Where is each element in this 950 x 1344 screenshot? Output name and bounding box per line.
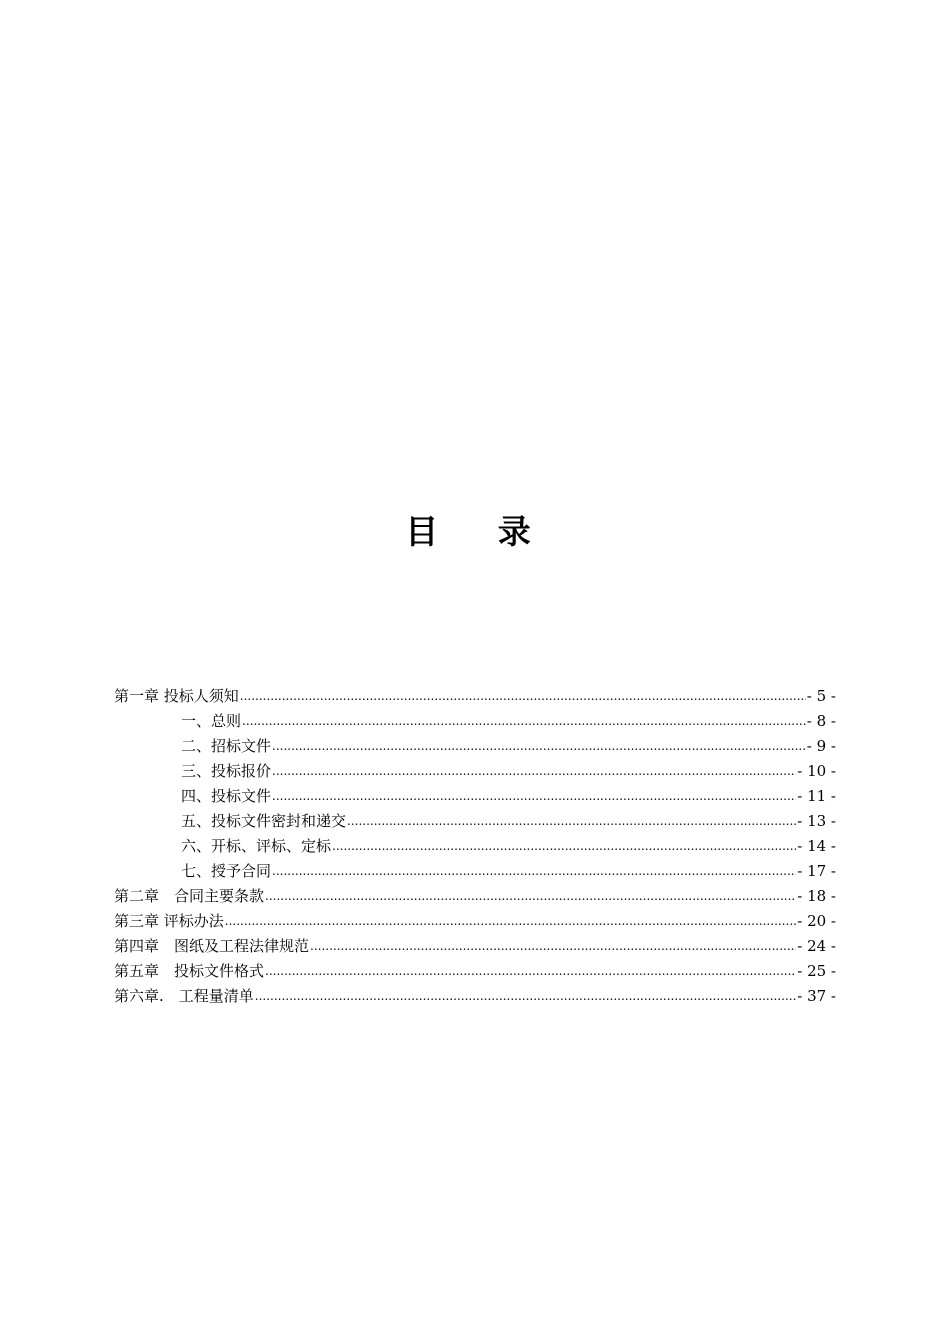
toc-page-number: - 13 - xyxy=(797,812,836,830)
toc-entry-text: 五、投标文件密封和递交 xyxy=(181,812,347,830)
toc-dot-leader xyxy=(272,759,796,784)
toc-entry-text: 四、投标文件 xyxy=(181,787,272,805)
toc-page-number: - 18 - xyxy=(797,887,836,905)
toc-entry-text: 一、总则 xyxy=(181,712,242,730)
toc-page-number: - 8 - xyxy=(806,712,836,730)
toc-entry-text: 第六章. 工程量清单 xyxy=(114,987,254,1005)
toc-dot-leader xyxy=(255,984,796,1009)
toc-entry[interactable] xyxy=(114,759,836,784)
toc-entry[interactable] xyxy=(114,959,836,984)
toc-entry-text: 七、授予合同 xyxy=(181,862,272,880)
toc-dot-leader xyxy=(225,909,796,934)
toc-entry-text: 第一章 投标人须知 xyxy=(114,687,239,705)
toc-entry-text: 三、投标报价 xyxy=(181,762,272,780)
toc-entry[interactable] xyxy=(114,834,836,859)
toc-entry[interactable] xyxy=(114,709,836,734)
toc-entry[interactable] xyxy=(114,859,836,884)
toc-dot-leader xyxy=(310,934,796,959)
toc-page-number: - 5 - xyxy=(806,687,836,705)
toc-page-number: - 10 - xyxy=(797,762,836,780)
toc-entry-text: 第二章 合同主要条款 xyxy=(114,887,265,905)
toc-page-number: - 17 - xyxy=(797,862,836,880)
toc-entry-text: 六、开标、评标、定标 xyxy=(181,837,332,855)
toc-entry[interactable] xyxy=(114,684,836,709)
toc-page-number: - 14 - xyxy=(797,837,836,855)
toc-page-number: - 11 - xyxy=(797,787,836,805)
toc-page-number: - 25 - xyxy=(797,962,836,980)
toc-entry[interactable] xyxy=(114,909,836,934)
toc-dot-leader xyxy=(272,784,796,809)
toc-entry[interactable] xyxy=(114,734,836,759)
toc-page-number: - 24 - xyxy=(797,937,836,955)
toc-page-number: - 37 - xyxy=(797,987,836,1005)
table-of-contents xyxy=(114,684,836,1009)
toc-entry-text: 第三章 评标办法 xyxy=(114,912,224,930)
toc-entry-text: 第四章 图纸及工程法律规范 xyxy=(114,937,310,955)
toc-dot-leader xyxy=(265,959,796,984)
toc-dot-leader xyxy=(272,859,796,884)
toc-title: 目 录 xyxy=(405,512,555,551)
toc-entry[interactable] xyxy=(114,884,836,909)
toc-entry-text: 二、招标文件 xyxy=(181,737,272,755)
toc-dot-leader xyxy=(240,684,806,709)
toc-dot-leader xyxy=(332,834,796,859)
toc-dot-leader xyxy=(265,884,796,909)
toc-entry[interactable] xyxy=(114,809,836,834)
toc-dot-leader xyxy=(242,709,806,734)
toc-entry-text: 第五章 投标文件格式 xyxy=(114,962,265,980)
toc-dot-leader xyxy=(272,734,806,759)
toc-entry[interactable] xyxy=(114,934,836,959)
toc-dot-leader xyxy=(347,809,796,834)
toc-page-number: - 9 - xyxy=(806,737,836,755)
toc-entry[interactable] xyxy=(114,984,836,1009)
toc-entry[interactable] xyxy=(114,784,836,809)
toc-page-number: - 20 - xyxy=(797,912,836,930)
